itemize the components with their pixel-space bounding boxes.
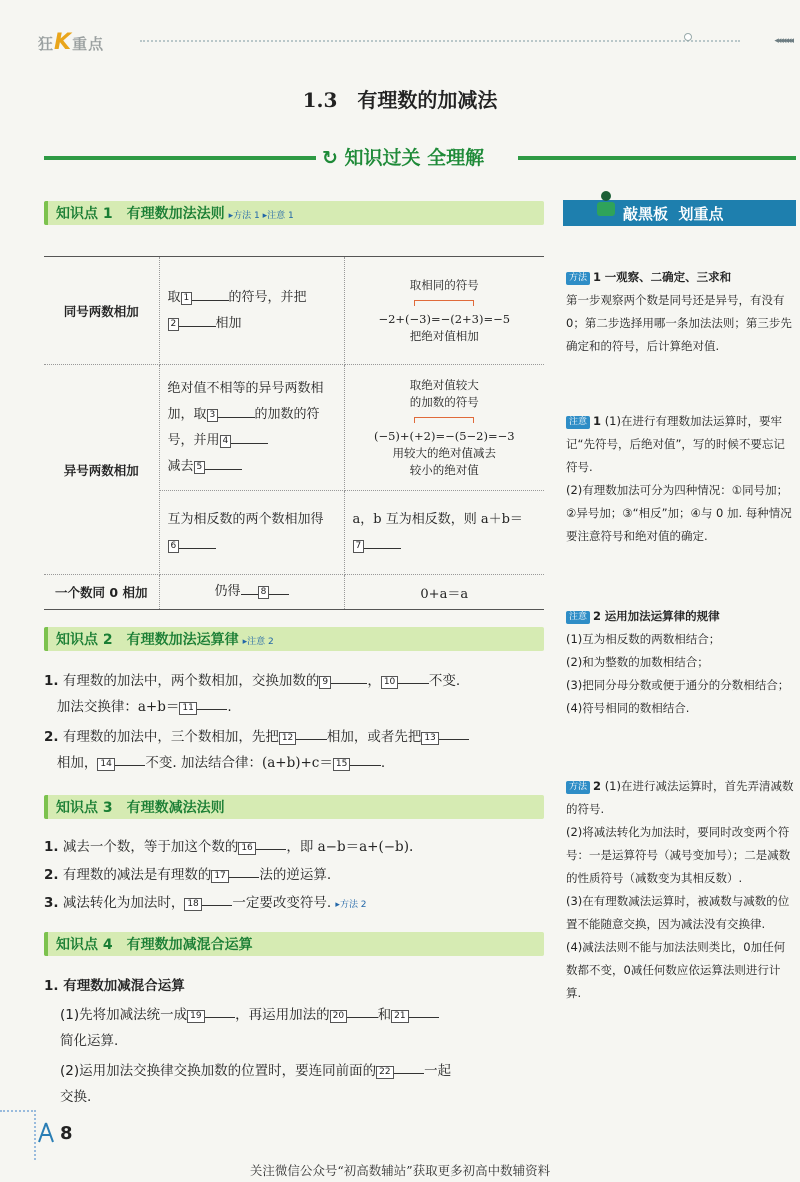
page-number: 8 — [60, 1123, 73, 1144]
answer-blank[interactable]: 11 — [179, 694, 227, 710]
example-opposites: a，b 互为相反数，则 a＋b＝ 7 — [344, 491, 544, 575]
method-2-note: 方法 2 (1)在进行减法运算时，首先弄清减数的符号. (2)将减法转化为加法时，要同时改变两个符号：一是运算符号（减号变加号）；二是减数的性质符号（减数变为其相反数）. (3)在有理数减法运算时，被减数与减数的位置不能随意交换，因为减法没有交换律. (4)减法法则不能与加法法则类比，0加任何数都不变，0减任何数应依运算法则进行计算. — [566, 779, 794, 1000]
row-head-diff-sign: 异号两数相加 — [44, 365, 159, 575]
kp2-item-2: 2. 有理数的加法中，三个数相加，先把 12 相加，或者先把 13 相加， 14 不变. 加法结合律：(a+b)+c＝ 15 . — [44, 724, 546, 776]
knowledge-point-2-header: 知识点 2 有理数加法运算律 ▸注意 2 — [44, 627, 544, 651]
answer-blank[interactable]: 13 — [421, 724, 469, 740]
knowledge-point-1-header: 知识点 1 有理数加法法则 ▸方法 1 ▸注意 1 — [44, 201, 544, 225]
brand-logo: 狂K重点 — [38, 30, 105, 55]
kp3-item-2: 2. 有理数的减法是有理数的 17 法的逆运算. — [44, 862, 546, 888]
row-head-same-sign: 同号两数相加 — [44, 257, 159, 365]
page-corner-decoration — [0, 1110, 36, 1160]
header-dotted-rule — [140, 40, 740, 42]
kp2-item-1: 1. 有理数的加法中，两个数相加，交换加数的 9 ， 10 不变. 加法交换律：a+b＝ 11 . — [44, 668, 546, 720]
table-row — [44, 575, 544, 610]
answer-blank[interactable]: 18 — [184, 890, 232, 906]
row-rule-zero: 仍得 8 — [159, 575, 344, 610]
refresh-icon: ↻ — [322, 147, 338, 169]
bracket-marker — [414, 417, 474, 423]
addition-rules-table — [44, 256, 544, 610]
answer-blank[interactable]: 20 — [330, 1002, 378, 1018]
teacher-icon — [593, 190, 619, 220]
answer-blank[interactable]: 19 — [187, 1002, 235, 1018]
answer-blank[interactable]: 9 — [319, 668, 367, 684]
kp4-subtitle: 1. 有理数加减混合运算 — [44, 978, 185, 994]
answer-blank[interactable]: 1 — [181, 285, 229, 301]
compass-icon — [36, 1122, 56, 1144]
example-same-sign: 取相同的符号 −2+(−3)=−(2+3)=−5 把绝对值相加 — [344, 257, 544, 365]
bracket-marker — [414, 300, 474, 306]
answer-blank[interactable]: 3 — [207, 402, 255, 418]
answer-blank[interactable]: 16 — [238, 834, 286, 850]
knowledge-point-4-header: 知识点 4 有理数加减混合运算 — [44, 932, 544, 956]
row-rule-same-sign: 取 1 的符号，并把 2 相加 — [159, 257, 344, 365]
answer-blank[interactable]: 21 — [391, 1002, 439, 1018]
answer-blank[interactable]: 8 — [241, 579, 289, 595]
kp1-reference[interactable]: ▸方法 1 ▸注意 1 — [228, 211, 294, 221]
table-row — [44, 365, 544, 491]
answer-blank[interactable]: 5 — [194, 454, 242, 470]
caution-2-note: 注意 2 运用加法运算律的规律 (1)互为相反数的两数相结合； (2)和为整数的加数相结合； (3)把同分母分数或便于通分的分数相结合； (4)符号相同的数相结合. — [566, 609, 790, 715]
key-points-panel-header: 敲黑板 划重点 — [563, 200, 796, 226]
answer-blank[interactable]: 6 — [168, 533, 216, 549]
page-title: 1.3 有理数的加减法 — [302, 88, 498, 112]
banner-label: ↻ 知识过关 全理解 — [322, 147, 485, 169]
kp3-item-3: 3. 减法转化为加法时， 18 一定要改变符号. ▸方法 2 — [44, 890, 546, 918]
method-1-note: 方法 1 一观察、二确定、三求和 第一步观察两个数是同号还是异号，有没有 0；第二步选择用哪一条加法法则；第三步先确定和的符号，后计算绝对值. — [566, 270, 792, 353]
answer-blank[interactable]: 10 — [381, 668, 429, 684]
answer-blank[interactable]: 14 — [97, 750, 145, 766]
answer-blank[interactable]: 4 — [220, 428, 268, 444]
answer-blank[interactable]: 22 — [376, 1058, 424, 1074]
row-head-zero: 一个数同 0 相加 — [44, 575, 159, 610]
kp3-item-1: 1. 减去一个数，等于加这个数的 16 ，即 a−b＝a+(−b). — [44, 834, 546, 860]
answer-blank[interactable]: 7 — [353, 533, 401, 549]
table-row — [44, 257, 544, 365]
kp4-paragraph-2: (2)运用加法交换律交换加数的位置时，要连同前面的 22 一起 交换. — [60, 1058, 546, 1110]
section-banner — [40, 143, 796, 173]
kp3-reference[interactable]: ▸方法 2 — [335, 900, 367, 910]
answer-blank[interactable]: 17 — [211, 862, 259, 878]
answer-blank[interactable]: 12 — [279, 724, 327, 740]
row-rule-opposites: 互为相反数的两个数相加得6 — [159, 491, 344, 575]
header-arrows-icon: ◂◂◂◂◂◂◂ — [774, 36, 792, 46]
knowledge-point-3-header: 知识点 3 有理数减法法则 — [44, 795, 544, 819]
kp4-paragraph-1: (1)先将加减法统一成 19 ，再运用加法的 20 和 21 简化运算. — [60, 1002, 546, 1054]
header-circle-icon — [684, 33, 692, 41]
caution-1-note: 注意 1 (1)在进行有理数加法运算时，要牢记“先符号，后绝对值”，写的时候不要忘记符号. (2)有理数加法可分为四种情况：①同号加；②异号加；③“相反”加；④与 0 加. 每种情况要注意符号和绝对值的确定. — [566, 414, 792, 543]
footer-note: 关注微信公众号“初高数辅站”获取更多初高中数辅资料 — [249, 1163, 551, 1178]
kp2-reference[interactable]: ▸注意 2 — [242, 637, 274, 647]
row-rule-diff-sign: 绝对值不相等的异号两数相加，取 3 的加数的符号，并用 4 减去 5 — [159, 365, 344, 491]
example-zero: 0+a＝a — [344, 575, 544, 610]
answer-blank[interactable]: 2 — [168, 311, 216, 327]
answer-blank[interactable]: 15 — [333, 750, 381, 766]
example-diff-sign: 取绝对值较大 的加数的符号 (−5)+(+2)=−(5−2)=−3 用较大的绝对值减去 较小的绝对值 — [344, 365, 544, 491]
